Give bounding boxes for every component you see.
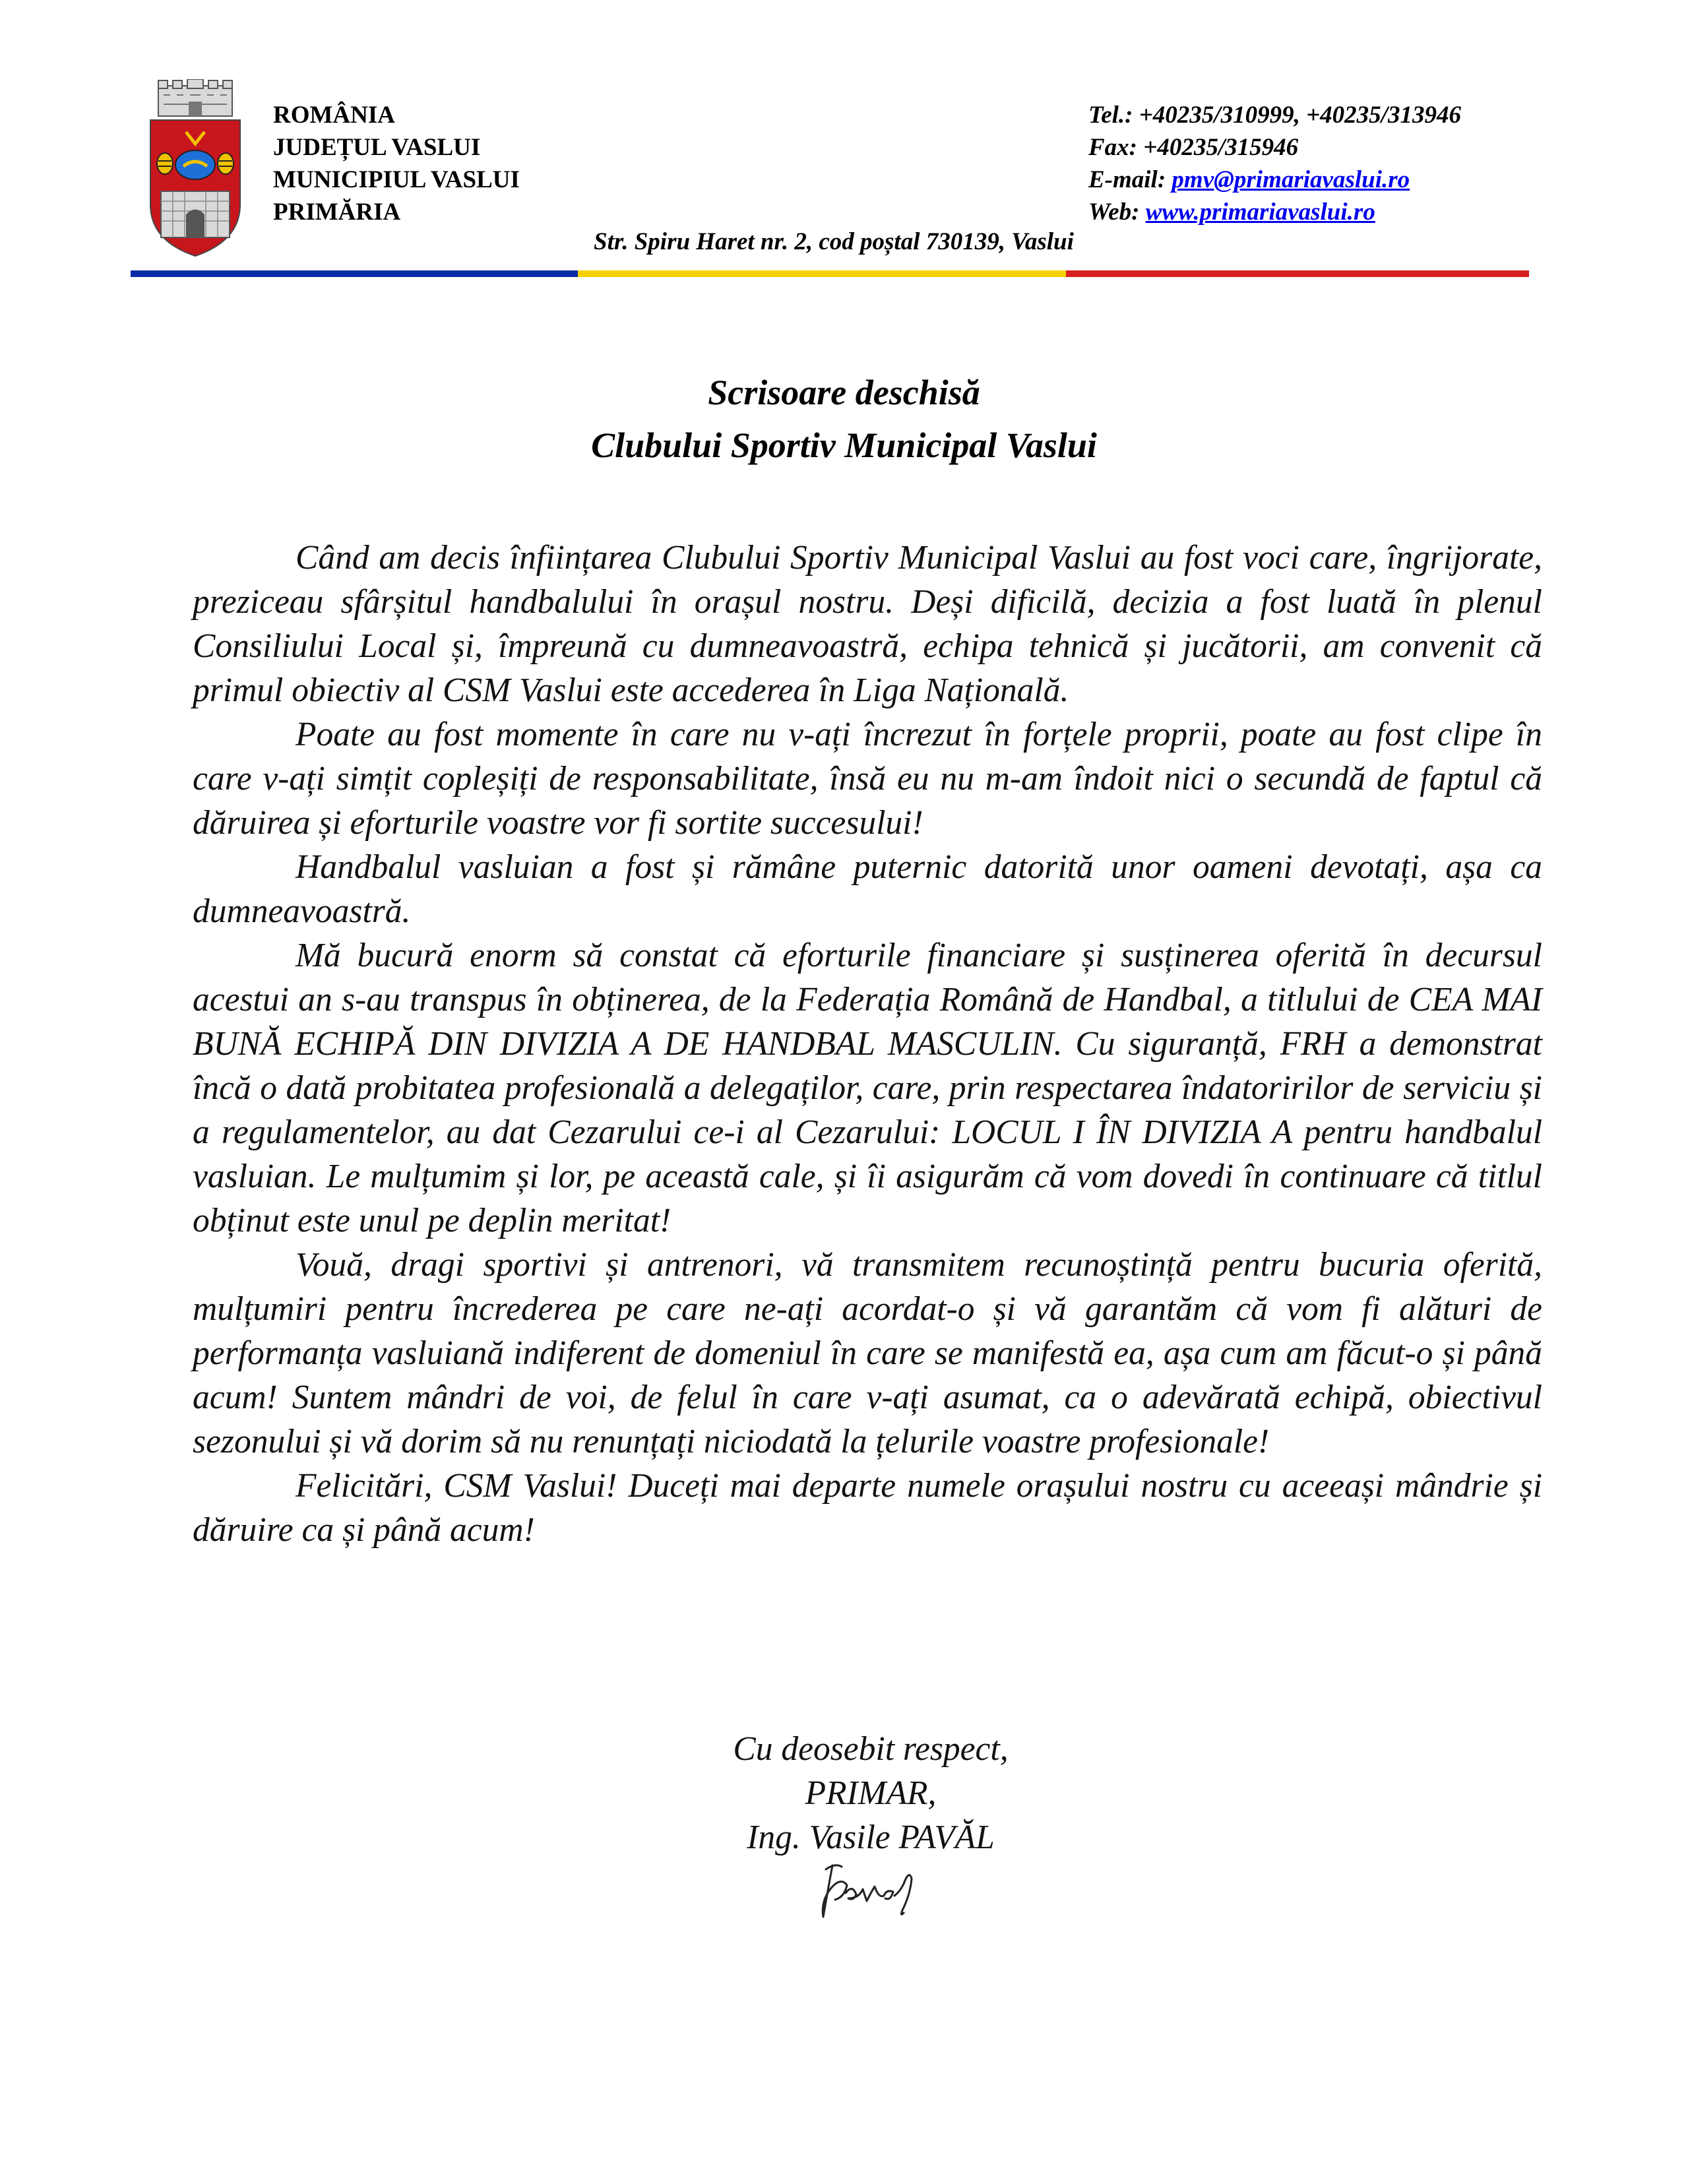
email-link[interactable]: pmv@primariavaslui.ro: [1172, 166, 1410, 193]
web-line: [1088, 196, 1461, 228]
web-link[interactable]: www.primariavaslui.ro: [1145, 199, 1375, 226]
signer-name: Ing. Vasile PAVĂL: [747, 1819, 995, 1856]
coat-of-arms-icon: [146, 79, 244, 257]
institution-block: [273, 99, 520, 228]
letter-title: Scrisoare deschisă: [708, 373, 980, 412]
paragraph: Mă bucură enorm să constat că eforturile financiare și susținerea oferită în decursul acestui an s-au transpus în obținerea, de la Federația Română de Handbal, a titlului de CEA MAI BUNĂ ECHIPĂ DIN DIVIZIA A DE HANDBAL MASCULIN. Cu siguranță, FRH a demonstrat încă o dată probitatea profesională a delegaților, care, prin respectarea îndatoririlor de serviciu și a regulamentelor, au dat Cezarului ce-i al Cezarului: LOCUL I ÎN DIVIZIA A pentru handbalul vasluian. Le mulțumim și lor, pe această cale, și îi asigurăm că vom dovedi în continuare că titlul obținut este unul pe deplin meritat!: [193, 937, 1542, 1239]
county-line: JUDEȚUL VASLUI: [273, 134, 481, 161]
paragraph: Poate au fost momente în care nu v-ați încrezut în forțele proprii, poate au fost clipe în care v-ați simțit copleșiți de responsabilitate, însă eu nu m-am îndoit nici o secundă de faptul că dăruirea și eforturile voastre vor fi sortite succesului!: [193, 716, 1542, 842]
divider-yellow: [578, 270, 1066, 277]
divider-blue: [131, 270, 578, 277]
letter-body: [193, 536, 1542, 1552]
closing-block: [660, 1727, 1082, 1859]
fax-line: Fax: +40235/315946: [1088, 134, 1299, 161]
email-label: E-mail:: [1088, 166, 1172, 193]
signature-image: [813, 1860, 925, 1923]
paragraph: Handbalul vasluian a fost și rămâne puternic datorită unor oameni devotați, așa ca dumneavoastră.: [193, 848, 1542, 930]
letter-subtitle: Clubului Sportiv Municipal Vaslui: [591, 425, 1097, 465]
web-label: Web:: [1088, 199, 1146, 226]
municipality-line: MUNICIPIUL VASLUI: [273, 166, 520, 193]
address-line: Str. Spiru Haret nr. 2, cod poștal 730139, Vaslui: [594, 228, 1074, 255]
phone-line: Tel.: +40235/310999, +40235/313946: [1088, 102, 1461, 129]
contact-block: [1088, 99, 1461, 228]
divider-red: [1066, 270, 1529, 277]
tricolor-divider: [131, 270, 1529, 277]
paragraph: Când am decis înființarea Clubului Sportiv Municipal Vaslui au fost voci care, îngrijorate, preziceau sfârșitul handbalului în orașul nostru. Deși dificilă, decizia a fost luată în plenul Consiliului Local și, împreună cu dumneavoastră, echipa tehnică și jucătorii, am convenit că primul obiectiv al CSM Vaslui este accederea în Liga Națională.: [193, 539, 1542, 709]
paragraph: Felicitări, CSM Vaslui! Duceți mai departe numele orașului nostru cu aceeași mândrie și dăruire ca și până acum!: [193, 1467, 1542, 1549]
country-line: ROMÂNIA: [273, 102, 395, 129]
salutation: Cu deosebit respect,: [733, 1730, 1009, 1768]
signer-role: PRIMAR,: [805, 1774, 937, 1812]
paragraph: Vouă, dragi sportivi și antrenori, vă transmitem recunoștință pentru bucuria oferită, mulțumiri pentru încrederea pe care ne-ați acordat-o și vă garantăm că vom fi alături de performanța vasluiană indiferent de domeniul în care se manifestă ea, așa cum am făcut-o și până acum! Suntem mândri de voi, de felul în care v-ați asumat, ca o adevărată echipă, obiectivul sezonului și vă dorim să nu renunțați niciodată la țelurile voastre profesionale!: [193, 1246, 1542, 1460]
city-hall-line: PRIMĂRIA: [273, 199, 401, 226]
email-line: [1088, 164, 1461, 196]
